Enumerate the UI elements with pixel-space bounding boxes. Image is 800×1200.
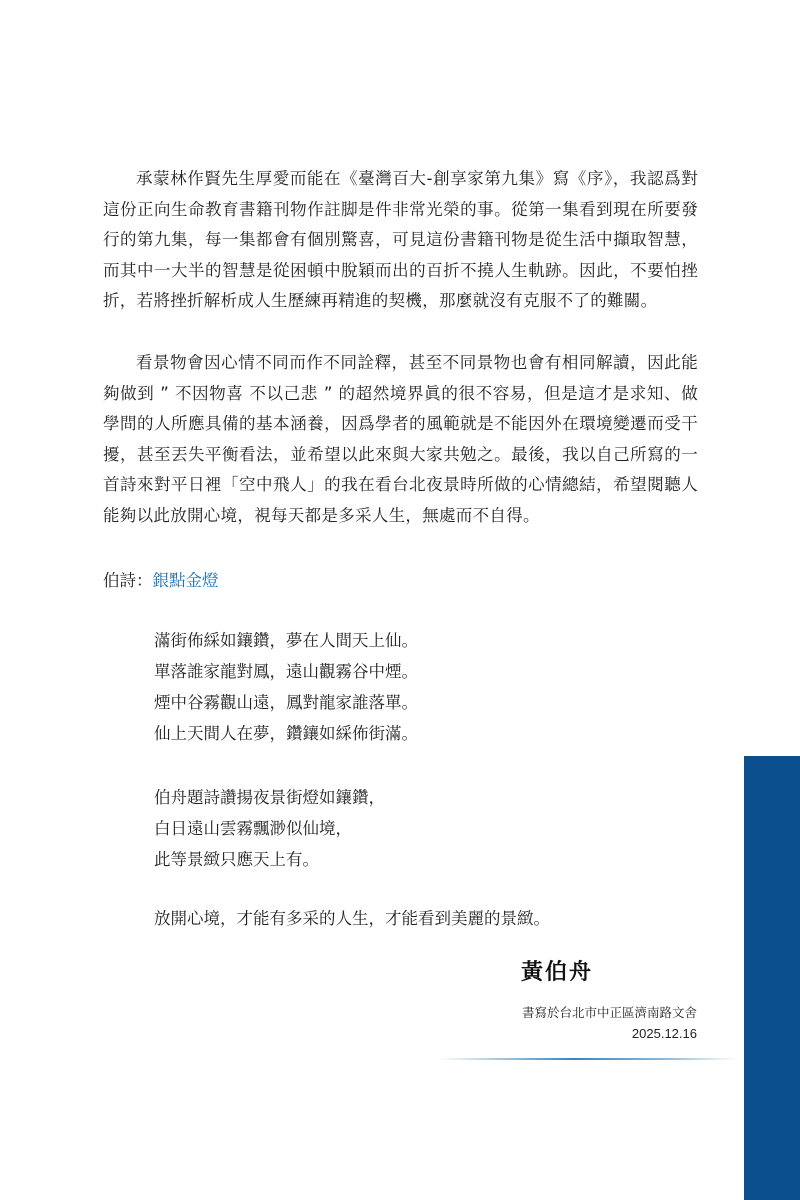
verse-line: 此等景緻只應天上有。: [154, 850, 319, 869]
verse-line: 伯舟題詩讚揚夜景街燈如鑲鑽，: [154, 788, 385, 807]
verse-line: 白日遠山雲霧飄渺似仙境，: [154, 819, 352, 838]
verse-line: 滿街佈綵如鑲鑽，夢在人間天上仙。: [154, 631, 418, 650]
poem-stanza-2: [154, 782, 674, 875]
divider-line: [438, 1058, 738, 1060]
verse-line: 單落誰家龍對鳳，遠山觀霧谷中煙。: [154, 662, 418, 681]
writing-date: 2025.12.16: [631, 1026, 697, 1041]
writing-location: 書寫於台北市中正區濟南路文舍: [521, 1005, 697, 1020]
author-signature: 黃伯舟: [521, 959, 594, 985]
preface-paragraph-2: 看景物會因心情不同而作不同詮釋，甚至不同景物也會有相同解讀，因此能夠做到 ” 不因物喜 不以己悲 ” 的超然境界眞的很不容易，但是這才是求知、做學問的人所應具備的基本涵養，因爲學者的風範就是不能因外在環境變遷而受干擾，甚至丟失平衡看法，並希望以此來與大家共勉之。最後，我以自己所寫的一首詩來對平日裡「空中飛人」的我在看台北夜景時所做的心情總結，希望閱聽人能夠以此放開心境，視每天都是多采人生，無處而不自得。: [103, 353, 698, 525]
poem-heading: [103, 566, 219, 596]
side-color-bar: [744, 756, 800, 1200]
preface-paragraph-1: 承蒙林作賢先生厚愛而能在《臺灣百大-創享家第九集》寫《序》，我認爲對這份正向生命教育書籍刊物作註脚是件非常光榮的事。從第一集看到現在所要發行的第九集，每一集都會有個別驚喜，可見這份書籍刊物是從生活中擷取智慧，而其中一大半的智慧是從困頓中脫穎而出的百折不撓人生軌跡。因此，不要怕挫折，若將挫折解析成人生歷練再精進的契機，那麼就沒有克服不了的難關。: [103, 169, 698, 310]
poem-stanza-1: [154, 625, 674, 749]
poem-title: 銀點金燈: [152, 571, 219, 590]
verse-line: 仙上天間人在夢，鑽鑲如綵佈街滿。: [154, 724, 418, 743]
verse-line: 煙中谷霧觀山遠，鳳對龍家誰落單。: [154, 693, 418, 712]
closing-line: 放開心境，才能有多采的人生，才能看到美麗的景緻。: [154, 909, 550, 928]
poem-label: 伯詩：: [103, 571, 153, 590]
